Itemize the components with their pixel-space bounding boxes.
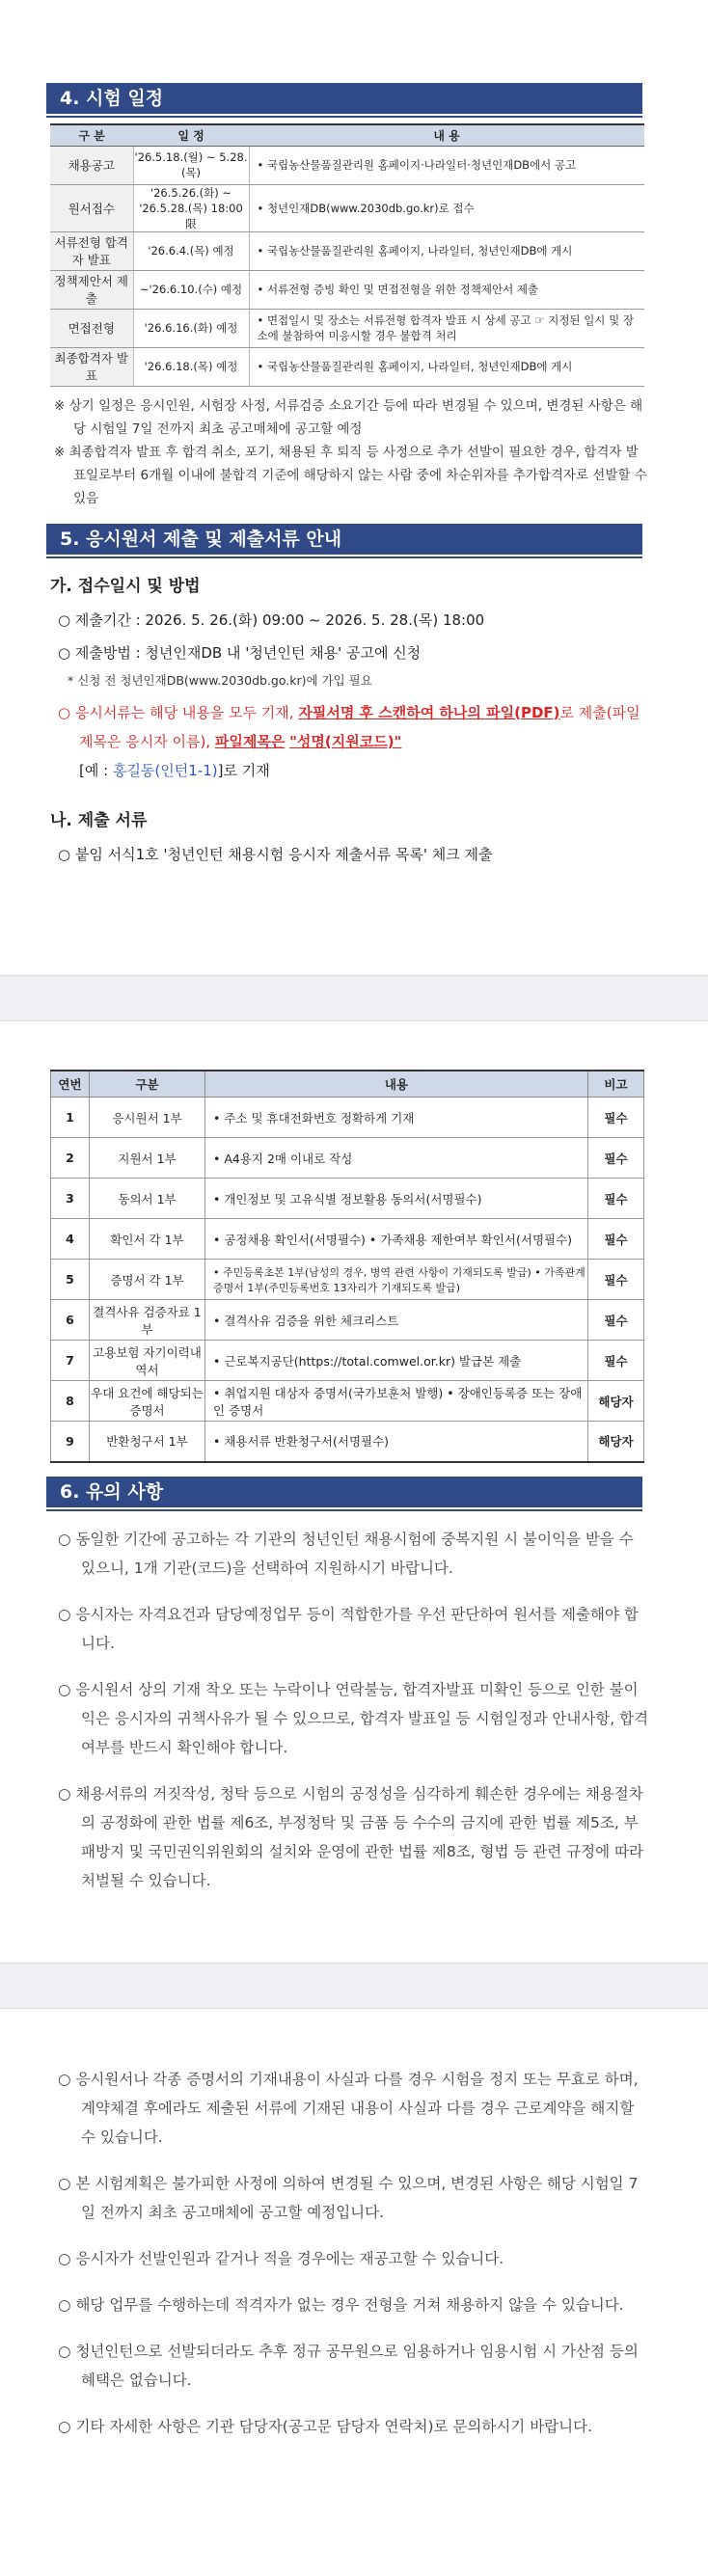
table-row: 2 지원서 1부 • A4용지 2매 이내로 작성 필수 (51, 1138, 644, 1179)
submission-period: ○ 제출기간 : 2026. 5. 26.(화) 09:00 ~ 2026. 5. 28.(목) 18:00 (58, 610, 485, 629)
table-row: 원서접수 '26.5.26.(화) ~ '26.5.28.(목) 18:00限 • 청년인재DB(www.2030db.go.kr)로 접수 (50, 184, 644, 231)
table-row: 4 확인서 각 1부 • 공정채용 확인서(서명필수) • 가족채용 제한여부 확인서(서명필수) 필수 (51, 1219, 644, 1260)
subheading-ga: 가. 접수일시 및 방법 (50, 576, 201, 596)
table-row: 채용공고 '26.5.18.(월) ~ 5.28.(목) • 국립농산물품질관리원 홈페이지·나라일터·청년인재DB에서 공고 (50, 146, 644, 184)
page-break (0, 1963, 708, 2009)
table-row: 서류전형 합격자 발표 '26.6.4.(목) 예정 • 국립농산물품질관리원 홈페이지, 나라일터, 청년인재DB에 게시 (50, 231, 644, 270)
docs-header-kind: 구분 (90, 1071, 205, 1098)
submission-file-rule: ○ 응시서류는 해당 내용을 모두 기재, 자필서명 후 스캔하여 하나의 파일(PDF)로 제출(파일제목은 응시자 이름), 파일제목은 "성명(지원코드)" [예 : 홍길동(인턴1-1)]로 기재 (58, 703, 640, 779)
schedule-header-kind: 구 분 (50, 124, 133, 146)
table-row: 8 우대 요건에 해당되는증명서 • 취업지원 대상자 증명서(국가보훈처 발행) • 장애인등록증 또는 장애인 증명서 해당자 (51, 1381, 644, 1422)
notice-item: ○ 청년인턴으로 선발되더라도 추후 정규 공무원으로 임용하거나 임용시험 시 가산점 등의 혜택은 없습니다. (58, 2342, 639, 2389)
table-row: 최종합격자 발표 '26.6.18.(목) 예정 • 국립농산물품질관리원 홈페이지, 나라일터, 청년인재DB에 게시 (50, 347, 644, 386)
table-row: 3 동의서 1부 • 개인정보 및 고유식별 정보활용 동의서(서명필수) 필수 (51, 1179, 644, 1219)
notice-item: ○ 동일한 기간에 공고하는 각 기관의 청년인턴 채용시험에 중복지원 시 불이익을 받을 수 있으니, 1개 기관(코드)을 선택하여 지원하시기 바랍니다. (58, 1530, 634, 1577)
notice-item: ○ 해당 업무를 수행하는데 적격자가 없는 경우 전형을 거쳐 채용하지 않을 수 있습니다. (58, 2295, 624, 2314)
table-row: 6 결격사유 검증자료 1부 • 결격사유 검증을 위한 체크리스트 필수 (51, 1300, 644, 1341)
notice-item: ○ 채용서류의 거짓작성, 청탁 등으로 시험의 공정성을 심각하게 훼손한 경우에는 채용절차의 공정화에 관한 법률 제6조, 부정청탁 및 금품 등 수수의 금지에 관한 법률 제5조, 부패방지 및 국민권익위원회의 설치와 운영에 관한 법률 제8조, 형법 등 관련 규정에 따라 처벌될 수 있습니다. (58, 1784, 643, 1889)
page-break (0, 975, 708, 1021)
document-checklist-line: ○ 붙임 서식1호 '청년인턴 채용시험 응시자 제출서류 목록' 체크 제출 (58, 845, 493, 863)
documents-table (50, 1070, 644, 1463)
table-row: 5 증명서 각 1부 • 주민등록초본 1부(남성의 경우, 병역 관련 사항이 기재되도록 발급) • 가족관계증명서 1부(주민등록번호 13자리가 기재되도록 발급) 필수 (51, 1260, 644, 1300)
section-4-header: 4. 시험 일정 (46, 83, 642, 114)
subheading-na: 나. 제출 서류 (50, 810, 148, 830)
table-row: 1 응시원서 1부 • 주소 및 휴대전화번호 정확하게 기재 필수 (51, 1098, 644, 1138)
notice-item: ○ 기타 자세한 사항은 기관 담당자(공고문 담당자 연락처)로 문의하시기 바랍니다. (58, 2417, 593, 2435)
notice-item: ○ 응시자가 선발인원과 같거나 적을 경우에는 재공고할 수 있습니다. (58, 2249, 504, 2267)
table-row: 면접전형 '26.6.16.(화) 예정 • 면접일시 및 장소는 서류전형 합격자 발표 시 상세 공고 ☞ 지정된 일시 및 장소에 불참하여 미응시할 경우 불합격 처리 (50, 309, 644, 347)
table-row: 9 반환청구서 1부 • 채용서류 반환청구서(서명필수) 해당자 (51, 1422, 644, 1462)
docs-header-content: 내용 (205, 1071, 588, 1098)
notice-item: ○ 응시자는 자격요건과 담당예정업무 등이 적합한가를 우선 판단하여 원서를 제출해야 합니다. (58, 1605, 639, 1652)
notice-item: ○ 응시원서 상의 기재 착오 또는 누락이나 연락불능, 합격자발표 미확인 등으로 인한 불이익은 응시자의 귀책사유가 될 수 있으므로, 합격자 발표일 등 시험일정과 안내사항, 합격여부를 반드시 확인해야 합니다. (58, 1680, 649, 1756)
schedule-table (50, 123, 644, 387)
submission-method: ○ 제출방법 : 청년인재DB 내 '청년인턴 채용' 공고에 신청 (58, 643, 422, 662)
table-row: 7 고용보험 자기이력내역서 • 근로복지공단(https://total.comwel.or.kr) 발급본 제출 필수 (51, 1341, 644, 1381)
schedule-header-date: 일 정 (133, 124, 249, 146)
notice-item: ○ 응시원서나 각종 증명서의 기재내용이 사실과 다를 경우 시험을 정지 또는 무효로 하며, 계약체결 후에라도 제출된 서류에 기재된 내용이 사실과 다를 경우 근로계약을 해지할 수 있습니다. (58, 2070, 639, 2146)
section-6-header: 6. 유의 사항 (46, 1477, 642, 1507)
submission-method-note: * 신청 전 청년인재DB(www.2030db.go.kr)에 가입 필요 (68, 672, 372, 688)
notice-item: ○ 본 시험계획은 불가피한 사정에 의하여 변경될 수 있으며, 변경된 사항은 해당 시험일 7일 전까지 최초 공고매체에 공고할 예정입니다. (58, 2174, 639, 2221)
schedule-notes: ※ 상기 일정은 응시인원, 시험장 사정, 서류검증 소요기간 등에 따라 변경될 수 있으며, 변경된 사항은 해당 시험일 7일 전까지 최초 공고매체에 공고할 예정 ※ 최종합격자 발표 후 합격 취소, 포기, 채용된 후 퇴직 등 사정으로 추가 선발이 필요한 경우, 합격자 발표일로부터 6개월 이내에 불합격 기준에 해당하지 않는 사람 중에 차순위자를 추가합격자로 선발할 수 있음 (54, 397, 647, 506)
table-row: 정책제안서 제출 ~'26.6.10.(수) 예정 • 서류전형 증빙 확인 및 면접전형을 위한 정책제안서 제출 (50, 270, 644, 309)
schedule-header-content: 내 용 (249, 124, 644, 146)
docs-header-no: 연번 (51, 1071, 90, 1098)
docs-header-note: 비고 (588, 1071, 644, 1098)
section-5-header: 5. 응시원서 제출 및 제출서류 안내 (46, 524, 642, 555)
